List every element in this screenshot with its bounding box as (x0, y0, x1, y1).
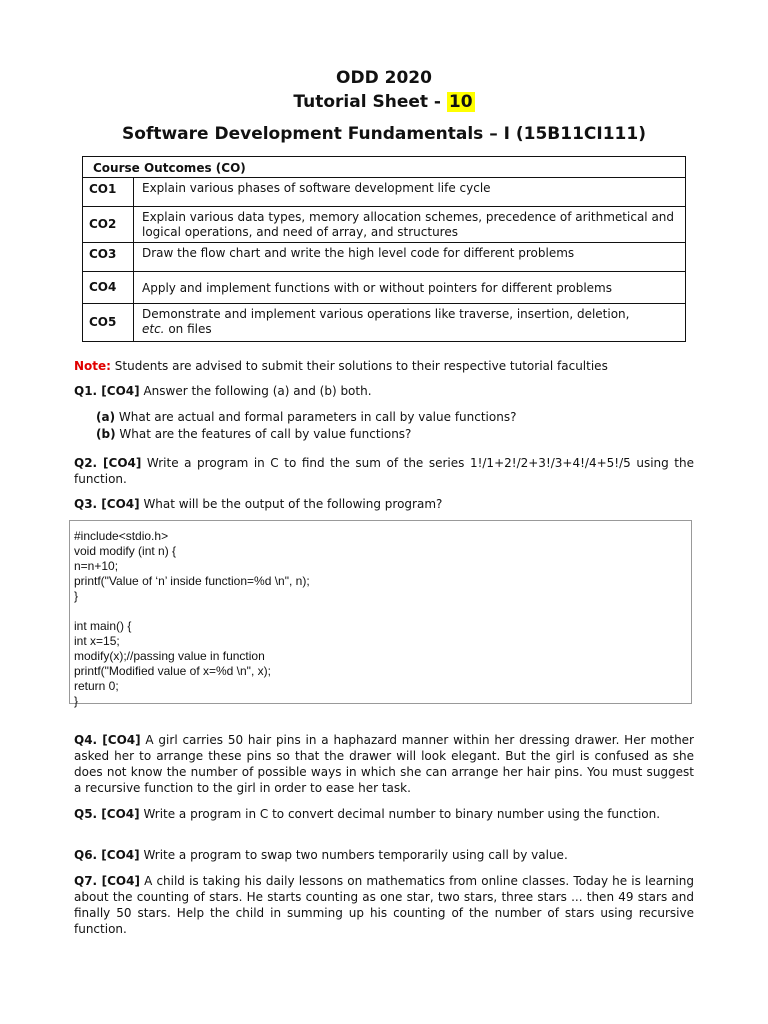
question-2 (74, 455, 694, 487)
co-description: Draw the flow chart and write the high level code for different problems (134, 243, 686, 272)
question-text: What will be the output of the following program? (139, 497, 443, 511)
note-label: Note: (74, 359, 111, 373)
co-description: Explain various phases of software development life cycle (134, 178, 686, 207)
co-id: CO4 (83, 272, 134, 304)
co-table-heading: Course Outcomes (CO) (83, 157, 686, 178)
question-4 (74, 732, 694, 796)
part-label: (a) (96, 410, 116, 424)
note-paragraph (74, 358, 694, 374)
question-6 (74, 847, 694, 863)
sheet-label: Tutorial Sheet - (293, 92, 447, 112)
co-description (134, 304, 686, 342)
table-row (83, 207, 686, 243)
code-line: } (74, 694, 79, 708)
code-line: printf("Modified value of x=%d \n", x); (74, 664, 271, 678)
question-text: A girl carries 50 hair pins in a haphazard manner within her dressing drawer. Her mother asked her to arrange these pins so that the drawer will look elegant. But the girl is confused as she does not know the number of possible ways in which she can arrange her hair pins. You must suggest a recursive function to the girl in order to ease her task. (74, 733, 694, 795)
table-row (83, 304, 686, 342)
code-line: #include<stdio.h> (74, 529, 169, 543)
question-label: Q4. [CO4] (74, 733, 141, 747)
code-line: void modify (int n) { (74, 544, 177, 558)
question-text: Write a program to swap two numbers temporarily using call by value. (139, 848, 568, 862)
question-label: Q5. [CO4] (74, 807, 140, 821)
code-line: n=n+10; (74, 559, 119, 573)
code-line: int main() { (74, 619, 132, 633)
co-description-tail: on files (164, 322, 212, 336)
code-line: } (74, 589, 79, 603)
code-line (74, 604, 691, 619)
question-label: Q7. [CO4] (74, 874, 140, 888)
table-row (83, 178, 686, 207)
part-text: What are actual and formal parameters in call by value functions? (115, 410, 517, 424)
question-text: Write a program in C to convert decimal number to binary number using the function. (139, 807, 661, 821)
co-description-main: Demonstrate and implement various operations like traverse, insertion, deletion, (142, 307, 630, 321)
table-row (83, 272, 686, 304)
co-id: CO3 (83, 243, 134, 272)
co-description: Explain various data types, memory allocation schemes, precedence of arithmetical and logical operations, and need of array, and structures (134, 207, 686, 243)
question-1-part-a (96, 409, 516, 425)
co-description: Apply and implement functions with or without pointers for different problems (134, 272, 686, 304)
code-line: int x=15; (74, 634, 120, 648)
code-line: return 0; (74, 679, 119, 693)
part-label: (b) (96, 427, 116, 441)
question-label: Q6. [CO4] (74, 848, 140, 862)
question-3 (74, 496, 694, 512)
question-1-part-b (96, 426, 411, 442)
question-label: Q3. [CO4] (74, 497, 140, 511)
sheet-heading (0, 92, 768, 112)
course-title: Software Development Fundamentals – I (15B11CI111) (122, 124, 646, 144)
co-description-emphasis: etc. (142, 322, 165, 336)
question-5 (74, 806, 694, 822)
table-row (83, 243, 686, 272)
question-text: Write a program in C to find the sum of the series 1!/1+2!/2+3!/3+4!/4+5!/5 using the function. (74, 456, 694, 486)
part-text: What are the features of call by value functions? (115, 427, 412, 441)
course-outcomes-table (82, 156, 686, 342)
sheet-number-highlight: 10 (448, 92, 473, 112)
co-id: CO2 (83, 207, 134, 243)
question-text: Answer the following (a) and (b) both. (139, 384, 372, 398)
code-block (69, 520, 692, 708)
code-line: printf("Value of ‘n’ inside function=%d \n", n); (74, 574, 310, 588)
term-heading: ODD 2020 (336, 68, 432, 88)
note-text: Students are advised to submit their solutions to their respective tutorial faculties (110, 359, 608, 373)
co-id: CO1 (83, 178, 134, 207)
co-id: CO5 (83, 304, 134, 342)
question-label: Q1. [CO4] (74, 384, 140, 398)
question-7 (74, 873, 694, 937)
code-line: modify(x);//passing value in function (74, 649, 265, 663)
question-label: Q2. [CO4] (74, 456, 142, 470)
question-1 (74, 383, 694, 399)
question-text: A child is taking his daily lessons on mathematics from online classes. Today he is learning about the counting of stars. He starts counting as one star, two stars, three stars ... then 49 stars and finally 50 stars. Help the child in summing up his counting of the number of stars using recursive function. (74, 874, 694, 936)
